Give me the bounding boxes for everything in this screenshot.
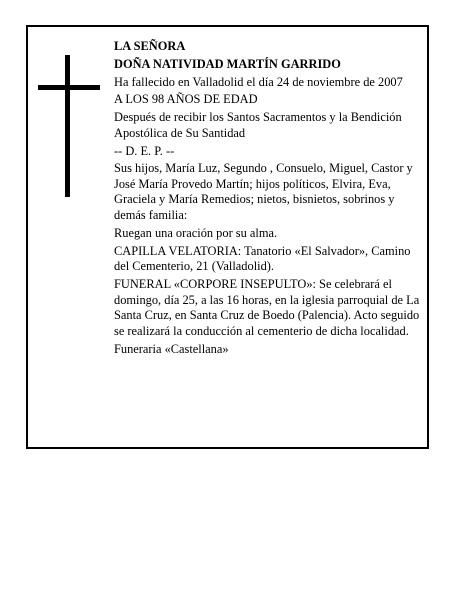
cross-vertical-bar [65, 55, 70, 197]
latin-cross-icon [38, 55, 100, 197]
family-list: Sus hijos, María Luz, Segundo , Consuelo, Miguel, Castor y José María Provedo Martín; hijos políticos, Elvira, Eva, Graciela y María Remedios; nietos, bisnietos, sobrinos y demás familia: [114, 161, 413, 223]
obituary-text-block [114, 39, 426, 359]
chapel-info: CAPILLA VELATORIA: Tanatorio «El Salvador», Camino del Cementerio, 21 (Valladolid). [114, 243, 411, 274]
funeral-home: Funeraria «Castellana» [114, 341, 229, 356]
cross-horizontal-bar [38, 85, 100, 90]
age-statement: A LOS 98 AÑOS DE EDAD [114, 92, 258, 107]
notice-title-line1: LA SEÑORA [114, 39, 186, 53]
rest-in-peace: -- D. E. P. -- [114, 143, 175, 158]
death-announcement: Ha fallecido en Valladolid el día 24 de noviembre de 2007 [114, 74, 403, 89]
sacraments-statement: Después de recibir los Santos Sacramentos y la Bendición Apostólica de Su Santidad [114, 110, 402, 140]
deceased-name: DOÑA NATIVIDAD MARTÍN GARRIDO [114, 56, 341, 71]
prayer-request: Ruegan una oración por su alma. [114, 225, 278, 240]
funeral-info: FUNERAL «CORPORE INSEPULTO»: Se celebrará el domingo, día 25, a las 16 horas, en la iglesia parroquial de La Santa Cruz, en Santa Cruz de Boedo (Palencia). Acto seguido se realizará la conducción al cementerio de dicha localidad. [114, 277, 420, 338]
